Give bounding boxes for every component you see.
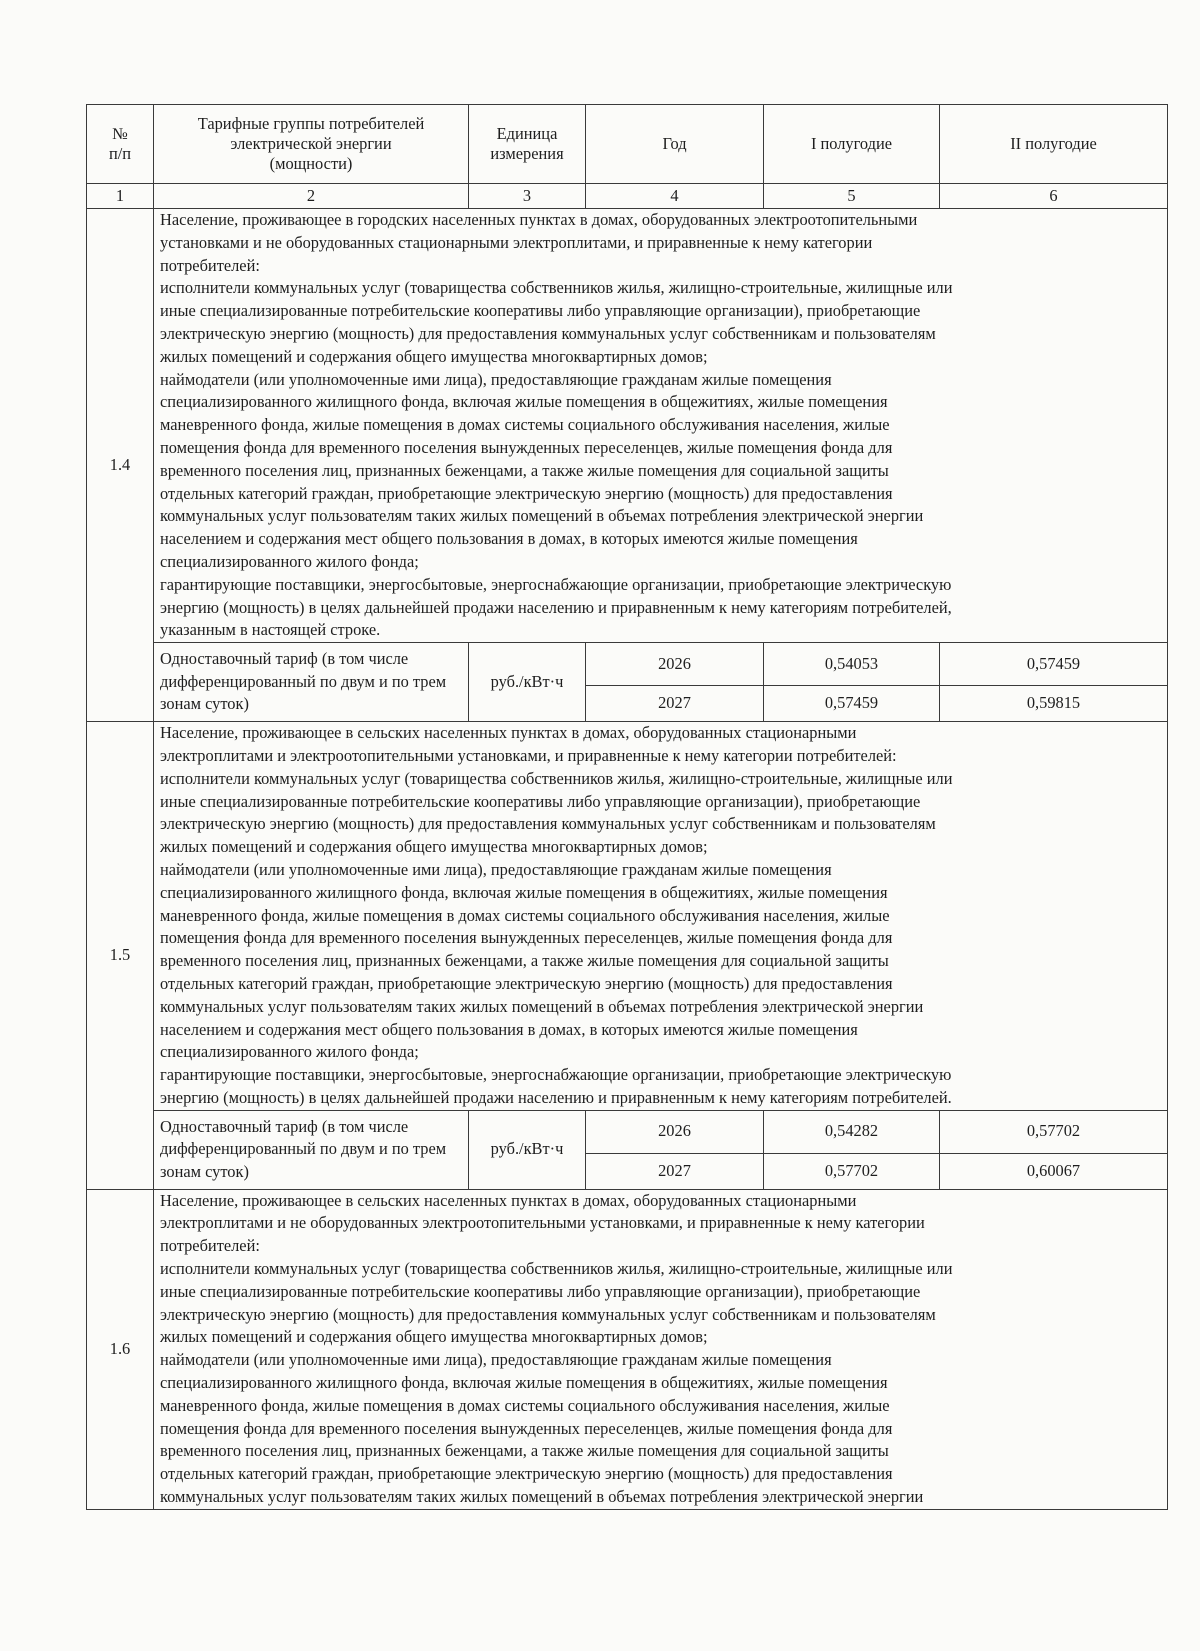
header-group-text: Тарифные группы потребителей электрической энергии (мощности) [197,114,425,173]
description-line: Население, проживающее в сельских населенных пунктах в домах, оборудованных стационарными [160,723,857,743]
description-line: специализированного жилого фонда; [160,551,419,571]
description-line: временного поселения лиц, признанных беженцами, а также жилые помещения для социальной защиты [160,460,889,480]
description-line: помещения фонда для временного поселения вынужденных переселенцев, жилые помещения фонда для [160,1418,893,1438]
description-line: помещения фонда для временного поселения вынужденных переселенцев, жилые помещения фонда для [160,928,893,948]
description-line: наймодатели (или уполномоченные ими лица), предоставляющие гражданам жилые помещения [160,369,832,389]
description-line: указанным в настоящей строке. [160,620,381,640]
description-line: маневренного фонда, жилые помещения в домах системы социального обслуживания населения, жилые [160,415,890,435]
tariff-name: Одноставочный тариф (в том числе дифференцированный по двум и по трем зонам суток) [154,1110,469,1189]
description-line: маневренного фонда, жилые помещения в домах системы социального обслуживания населения, жилые [160,1395,890,1415]
description-line: временного поселения лиц, признанных беженцами, а также жилые помещения для социальной защиты [160,951,889,971]
tariff-unit: руб./кВт·ч [469,643,586,722]
header-unit-text: Единица измерения [490,124,564,163]
description-line: электроплитами и не оборудованных электроотопительными установками, и приравненные к нему категории [160,1213,925,1233]
header-cell-year [586,105,764,184]
description-line: коммунальных услуг пользователям таких жилых помещений в объемах потребления электрической энергии [160,996,924,1016]
section-row-1-5 [87,722,1168,1111]
year-cell: 2027 [586,1153,764,1189]
description-line: населением и содержания мест общего пользования в домах, в которых имеются жилые помещения [160,529,858,549]
description-line: электроплитами и электроотопительными установками, и приравненные к нему категории потребителей: [160,745,897,765]
header-cell-half1 [764,105,940,184]
tariff-row [87,643,1168,686]
column-number: 2 [154,184,469,209]
description-line: электрическую энергию (мощность) для предоставления коммунальных услуг собственникам и пользователям [160,814,936,834]
header-half1-text: I полугодие [810,134,893,153]
description-line: маневренного фонда, жилые помещения в домах системы социального обслуживания населения, жилые [160,905,890,925]
description-line: наймодатели (или уполномоченные ими лица), предоставляющие гражданам жилые помещения [160,859,832,879]
section-index: 1.5 [87,722,154,1190]
header-cell-number [87,105,154,184]
description-line: Население, проживающее в сельских населенных пунктах в домах, оборудованных стационарными [160,1190,857,1210]
half2-value: 0,57459 [940,643,1168,686]
description-line: потребителей: [160,255,260,275]
section-index: 1.4 [87,209,154,722]
half2-value: 0,57702 [940,1110,1168,1153]
description-line: специализированного жилищного фонда, включая жилые помещения в общежитиях, жилые помещения [160,1373,888,1393]
header-cell-group [154,105,469,184]
tariff-unit: руб./кВт·ч [469,1110,586,1189]
year-cell: 2027 [586,686,764,722]
description-line: энергию (мощность) в целях дальнейшей продажи населению и приравненным к нему категориям потребителей, [160,597,952,617]
description-line: исполнители коммунальных услуг (товарищества собственников жилья, жилищно-строительные, жилищные или [160,768,953,788]
description-line: временного поселения лиц, признанных беженцами, а также жилые помещения для социальной защиты [160,1441,889,1461]
description-line: исполнители коммунальных услуг (товарищества собственников жилья, жилищно-строительные, жилищные или [160,278,953,298]
description-line: гарантирующие поставщики, энергосбытовые, энергоснабжающие организации, приобретающие электрическую [160,574,952,594]
description-line: помещения фонда для временного поселения вынужденных переселенцев, жилые помещения фонда для [160,437,893,457]
section-row-1-6 [87,1189,1168,1509]
description-line: отдельных категорий граждан, приобретающие электрическую энергию (мощность) для предоставления [160,973,893,993]
description-line: иные специализированные потребительские кооперативы либо управляющие организации), приобретающие [160,1281,921,1301]
section-description [154,1189,1168,1509]
column-number: 5 [764,184,940,209]
description-line: иные специализированные потребительские кооперативы либо управляющие организации), приобретающие [160,301,921,321]
description-line: коммунальных услуг пользователям таких жилых помещений в объемах потребления электрической энергии [160,1487,924,1507]
header-year-text: Год [662,134,687,153]
year-cell: 2026 [586,643,764,686]
tariff-name: Одноставочный тариф (в том числе дифференцированный по двум и по трем зонам суток) [154,643,469,722]
half2-value: 0,59815 [940,686,1168,722]
tariff-row [87,1110,1168,1153]
description-line: наймодатели (или уполномоченные ими лица), предоставляющие гражданам жилые помещения [160,1350,832,1370]
description-line: иные специализированные потребительские кооперативы либо управляющие организации), приобретающие [160,791,921,811]
description-line: отдельных категорий граждан, приобретающие электрическую энергию (мощность) для предоставления [160,1464,893,1484]
description-line: энергию (мощность) в целях дальнейшей продажи населению и приравненным к нему категориям потребителей. [160,1087,952,1107]
year-cell: 2026 [586,1110,764,1153]
description-line: специализированного жилого фонда; [160,1042,419,1062]
description-line: Население, проживающее в городских населенных пунктах в домах, оборудованных электроотопительными [160,210,918,229]
column-number: 6 [940,184,1168,209]
column-number: 4 [586,184,764,209]
header-cell-half2 [940,105,1168,184]
description-line: коммунальных услуг пользователям таких жилых помещений в объемах потребления электрической энергии [160,506,924,526]
description-line: населением и содержания мест общего пользования в домах, в которых имеются жилые помещения [160,1019,858,1039]
half1-value: 0,54053 [764,643,940,686]
half2-value: 0,60067 [940,1153,1168,1189]
description-line: жилых помещений и содержания общего имущества многоквартирных домов; [160,837,708,857]
description-line: специализированного жилищного фонда, включая жилые помещения в общежитиях, жилые помещения [160,392,888,412]
tariff-table [86,104,1168,1510]
column-number: 1 [87,184,154,209]
half1-value: 0,57459 [764,686,940,722]
half1-value: 0,57702 [764,1153,940,1189]
half1-value: 0,54282 [764,1110,940,1153]
column-number-row [87,184,1168,209]
header-cell-unit [469,105,586,184]
section-row-1-4 [87,209,1168,643]
description-line: исполнители коммунальных услуг (товарищества собственников жилья, жилищно-строительные, жилищные или [160,1259,953,1279]
header-row [87,105,1168,184]
column-number: 3 [469,184,586,209]
description-line: отдельных категорий граждан, приобретающие электрическую энергию (мощность) для предоставления [160,483,893,503]
description-line: жилых помещений и содержания общего имущества многоквартирных домов; [160,346,708,366]
header-number-text: № п/п [108,124,132,163]
description-line: электрическую энергию (мощность) для предоставления коммунальных услуг собственникам и пользователям [160,323,936,343]
header-half2-text: II полугодие [1010,134,1097,153]
section-index: 1.6 [87,1189,154,1509]
section-description [154,209,1168,643]
description-line: электрическую энергию (мощность) для предоставления коммунальных услуг собственникам и пользователям [160,1304,936,1324]
description-line: установками и не оборудованных стационарными электроплитами, и приравненные к нему категории [160,232,873,252]
description-line: гарантирующие поставщики, энергосбытовые, энергоснабжающие организации, приобретающие электрическую [160,1065,952,1085]
description-line: потребителей: [160,1236,260,1256]
description-line: жилых помещений и содержания общего имущества многоквартирных домов; [160,1327,708,1347]
section-description [154,722,1168,1111]
description-line: специализированного жилищного фонда, включая жилые помещения в общежитиях, жилые помещения [160,882,888,902]
